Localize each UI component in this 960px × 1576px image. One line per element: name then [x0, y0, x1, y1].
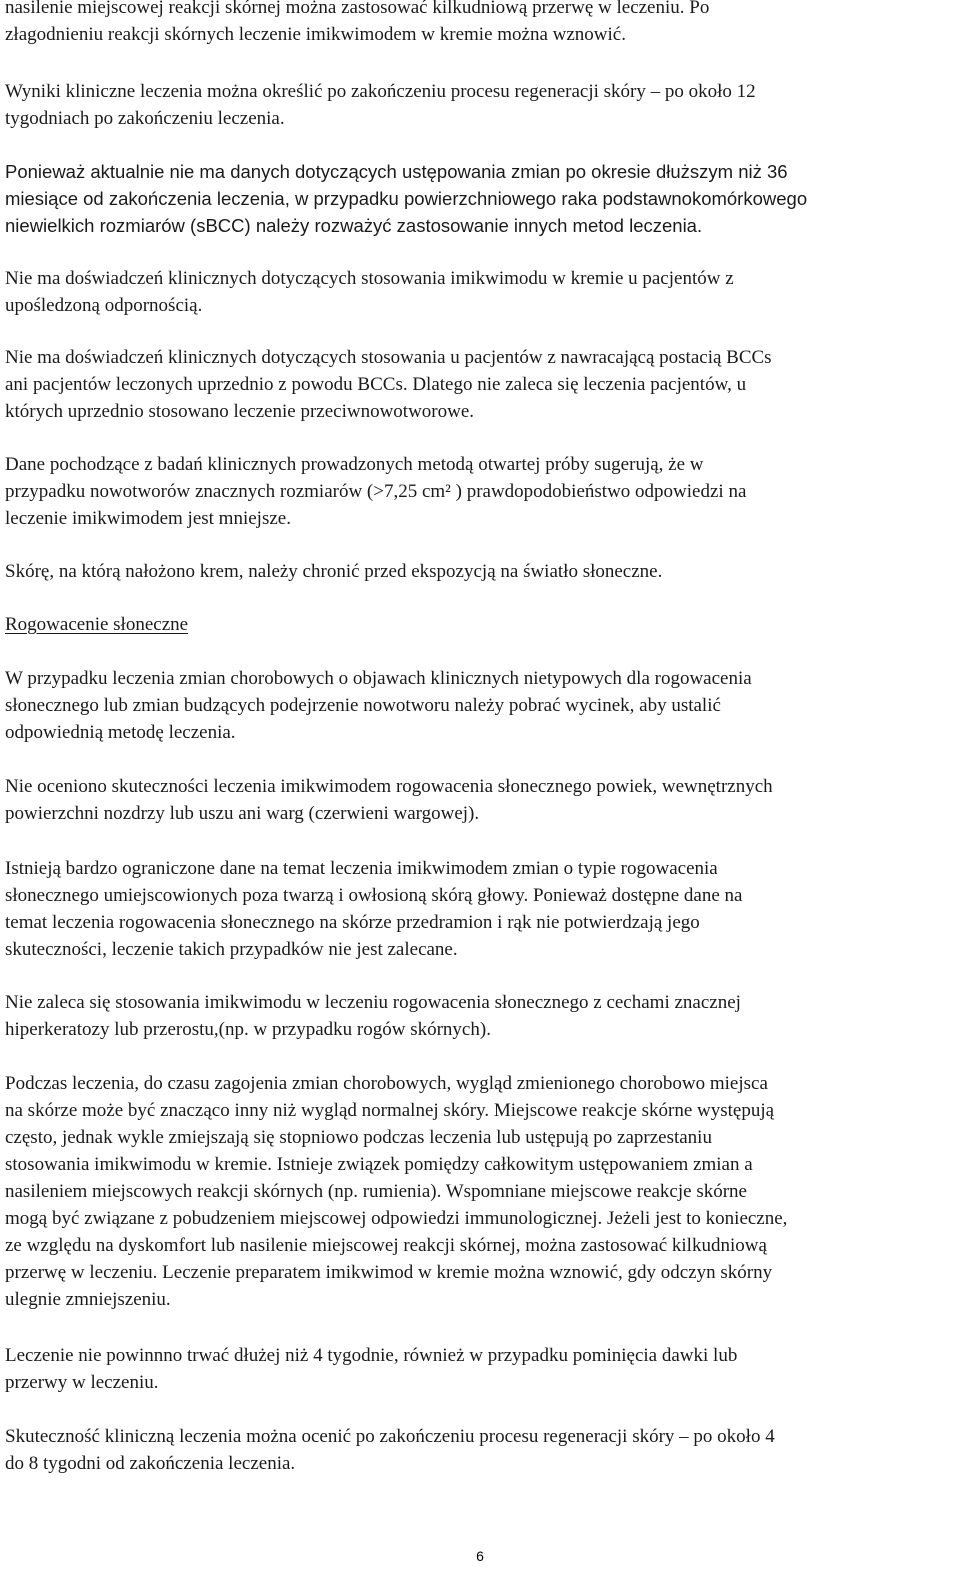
- paragraph-2: [5, 78, 756, 132]
- text-line: przerwę w leczeniu. Leczenie preparatem imikwimod w kremie można wznowić, gdy odczyn skórny: [5, 1262, 773, 1283]
- text-line: Nie oceniono skuteczności leczenia imikwimodem rogowacenia słonecznego powiek, wewnętrznych: [5, 776, 773, 797]
- text-line: przypadku nowotworów znacznych rozmiarów (>7,25 cm² ) prawdopodobieństwo odpowiedzi na: [5, 481, 747, 502]
- text-line: mogą być związane z pobudzeniem miejscowej odpowiedzi immunologicznej. Jeżeli jest to konieczne,: [5, 1208, 788, 1229]
- text-line: słonecznego umiejscowionych poza twarzą i owłosioną skórą głowy. Ponieważ dostępne dane na: [5, 885, 743, 906]
- text-line: przerwy w leczeniu.: [5, 1372, 159, 1393]
- text-line: Nie ma doświadczeń klinicznych dotyczących stosowania imikwimodu w kremie u pacjentów z: [5, 268, 734, 289]
- text-line: Wyniki kliniczne leczenia można określić po zakończeniu procesu regeneracji skóry – po około 12: [5, 81, 756, 102]
- text-line: Nie zaleca się stosowania imikwimodu w leczeniu rogowacenia słonecznego z cechami znacznej: [5, 992, 741, 1013]
- text-line: ulegnie zmniejszeniu.: [5, 1289, 171, 1310]
- text-line: odpowiednią metodę leczenia.: [5, 722, 236, 743]
- text-line: nasileniem miejscowych reakcji skórnych (np. rumienia). Wspomniane miejscowe reakcje skórne: [5, 1181, 747, 1202]
- text-line: słonecznego lub zmian budzących podejrzenie nowotworu należy pobrać wycinek, aby ustalić: [5, 695, 721, 716]
- paragraph-13: [5, 1342, 737, 1396]
- section-heading: Rogowacenie słoneczne: [5, 614, 189, 635]
- text-line: Ponieważ aktualnie nie ma danych dotyczących ustępowania zmian po okresie dłuższym niż 36: [5, 161, 788, 182]
- text-line: Podczas leczenia, do czasu zagojenia zmian chorobowych, wygląd zmienionego chorobowo miejsca: [5, 1073, 768, 1094]
- text-line: upośledzoną odpornością.: [5, 295, 203, 316]
- paragraph-4: [5, 265, 734, 319]
- text-line: tygodniach po zakończeniu leczenia.: [5, 108, 285, 129]
- text-line: niewielkich rozmiarów (sBCC) należy rozważyć zastosowanie innych metod leczenia.: [5, 215, 703, 236]
- paragraph-11: [5, 989, 741, 1043]
- paragraph-12: [5, 1070, 787, 1313]
- paragraph-7: [5, 558, 662, 585]
- paragraph-3: [5, 158, 807, 239]
- text-line: których uprzednio stosowano leczenie przeciwnowotworowe.: [5, 401, 475, 422]
- text-line: na skórze może być znacząco inny niż wygląd normalnej skóry. Miejscowe reakcje skórne występują: [5, 1100, 775, 1121]
- text-line: Dane pochodzące z badań klinicznych prowadzonych metodą otwartej próby sugerują, że w: [5, 454, 704, 475]
- text-line: ze względu na dyskomfort lub nasilenie miejscowej reakcji skórnej, można zastosować kilkudniową: [5, 1235, 767, 1256]
- text-line: powierzchni nozdrzy lub uszu ani warg (czerwieni wargowej).: [5, 803, 480, 824]
- paragraph-14: [5, 1423, 775, 1477]
- text-line: Istnieją bardzo ograniczone dane na temat leczenia imikwimodem zmian o typie rogowacenia: [5, 858, 718, 879]
- text-line: Skuteczność kliniczną leczenia można ocenić po zakończeniu procesu regeneracji skóry – po około 4: [5, 1426, 775, 1447]
- text-line: ani pacjentów leczonych uprzednio z powodu BCCs. Dlatego nie zaleca się leczenia pacjentów, u: [5, 374, 747, 395]
- text-line: W przypadku leczenia zmian chorobowych o objawach klinicznych nietypowych dla rogowacenia: [5, 668, 752, 689]
- text-line: skuteczności, leczenie takich przypadków nie jest zalecane.: [5, 939, 458, 960]
- paragraph-10: [5, 855, 742, 963]
- text-line: stosowania imikwimodu w kremie. Istnieje związek pomiędzy całkowitym ustępowaniem zmian a: [5, 1154, 753, 1175]
- text-line: często, jednak wykle zmiejszają się stopniowo podczas leczenia lub ustępują po zaprzestaniu: [5, 1127, 712, 1148]
- text-line: hiperkeratozy lub przerostu,(np. w przypadku rogów skórnych).: [5, 1019, 491, 1040]
- text-line: do 8 tygodni od zakończenia leczenia.: [5, 1453, 296, 1474]
- text-line: złagodnieniu reakcji skórnych leczenie imikwimodem w kremie można wznowić.: [5, 24, 626, 45]
- text-line: Nie ma doświadczeń klinicznych dotyczących stosowania u pacjentów z nawracającą postacią BCCs: [5, 347, 772, 368]
- paragraph-8: [5, 665, 752, 746]
- text-line: Leczenie nie powinnno trwać dłużej niż 4 tygodnie, również w przypadku pominięcia dawki lub: [5, 1345, 738, 1366]
- paragraph-1: [5, 0, 709, 48]
- page-number: 6: [476, 1548, 484, 1564]
- text-line: miesiące od zakończenia leczenia, w przypadku powierzchniowego raka podstawnokomórkowego: [5, 188, 808, 209]
- text-line: temat leczenia rogowacenia słonecznego na skórze przedramion i rąk nie potwierdzają jego: [5, 912, 700, 933]
- paragraph-5: [5, 344, 772, 425]
- text-line: nasilenie miejscowej reakcji skórnej można zastosować kilkudniową przerwę w leczeniu. Po: [5, 0, 710, 18]
- paragraph-6: [5, 451, 746, 532]
- text-line: Skórę, na którą nałożono krem, należy chronić przed ekspozycją na światło słoneczne.: [5, 561, 663, 582]
- paragraph-9: [5, 773, 773, 827]
- text-line: leczenie imikwimodem jest mniejsze.: [5, 508, 291, 529]
